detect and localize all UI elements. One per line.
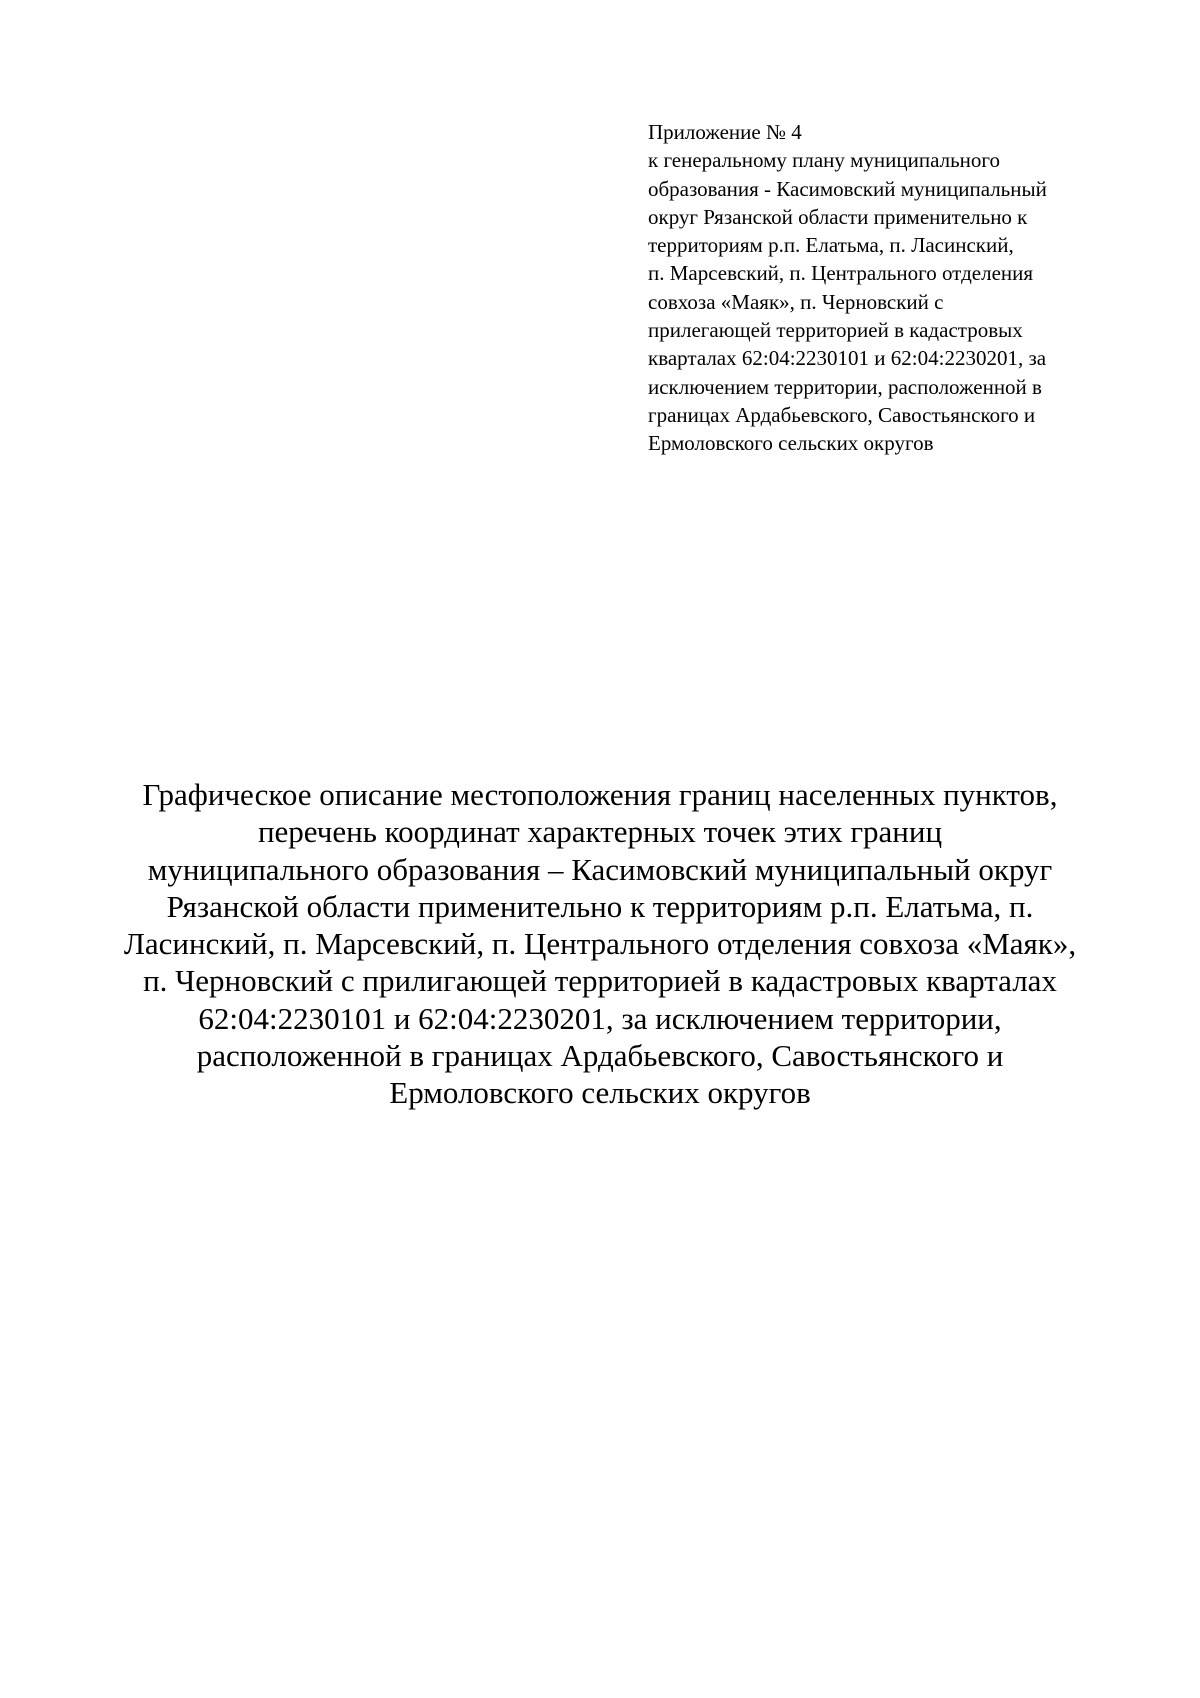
appendix-line: образования - Касимовский муниципальный [648, 176, 1047, 201]
title-line: расположенной в границах Ардабьевского, Савостьянского и [196, 1038, 1004, 1074]
title-line: Графическое описание местоположения границ населенных пунктов, [142, 777, 1058, 812]
appendix-line: территориям р.п. Елатьма, п. Ласинский, [648, 233, 1014, 258]
appendix-line: п. Марсевский, п. Центрального отделения [648, 261, 1034, 286]
appendix-line: Приложение № 4 [648, 120, 802, 144]
document-title [100, 776, 1100, 1112]
title-line: п. Черновский с прилигающей территорией в кадастровых кварталах [143, 963, 1057, 999]
appendix-line: округ Рязанской области применительно к [648, 204, 1028, 229]
appendix-note [648, 118, 1128, 458]
appendix-line: прилегающей территорией в кадастровых [648, 318, 1023, 343]
appendix-line: границах Ардабьевского, Савостьянского и [648, 402, 1036, 427]
appendix-line: к генеральному плану муниципального [648, 148, 1001, 173]
appendix-line: совхоза «Маяк», п. Черновский с [648, 289, 944, 314]
appendix-line: кварталах 62:04:2230101 и 62:04:2230201, за [648, 346, 1047, 371]
title-line: Ермоловского сельских округов [389, 1075, 811, 1111]
title-line: перечень координат характерных точек этих границ [257, 814, 943, 850]
appendix-line: Ермоловского сельских округов [648, 431, 934, 456]
title-line: Рязанской области применительно к территориям р.п. Елатьма, п. [166, 888, 1034, 924]
appendix-line: исключением территории, расположенной в [648, 374, 1042, 399]
title-line: муниципального образования – Касимовский муниципальный округ [147, 851, 1053, 887]
title-line: Ласинский, п. Марсевский, п. Центрального отделения совхоза «Маяк», [123, 926, 1077, 962]
title-line: 62:04:2230101 и 62:04:2230201, за исключением территории, [198, 1000, 1002, 1036]
